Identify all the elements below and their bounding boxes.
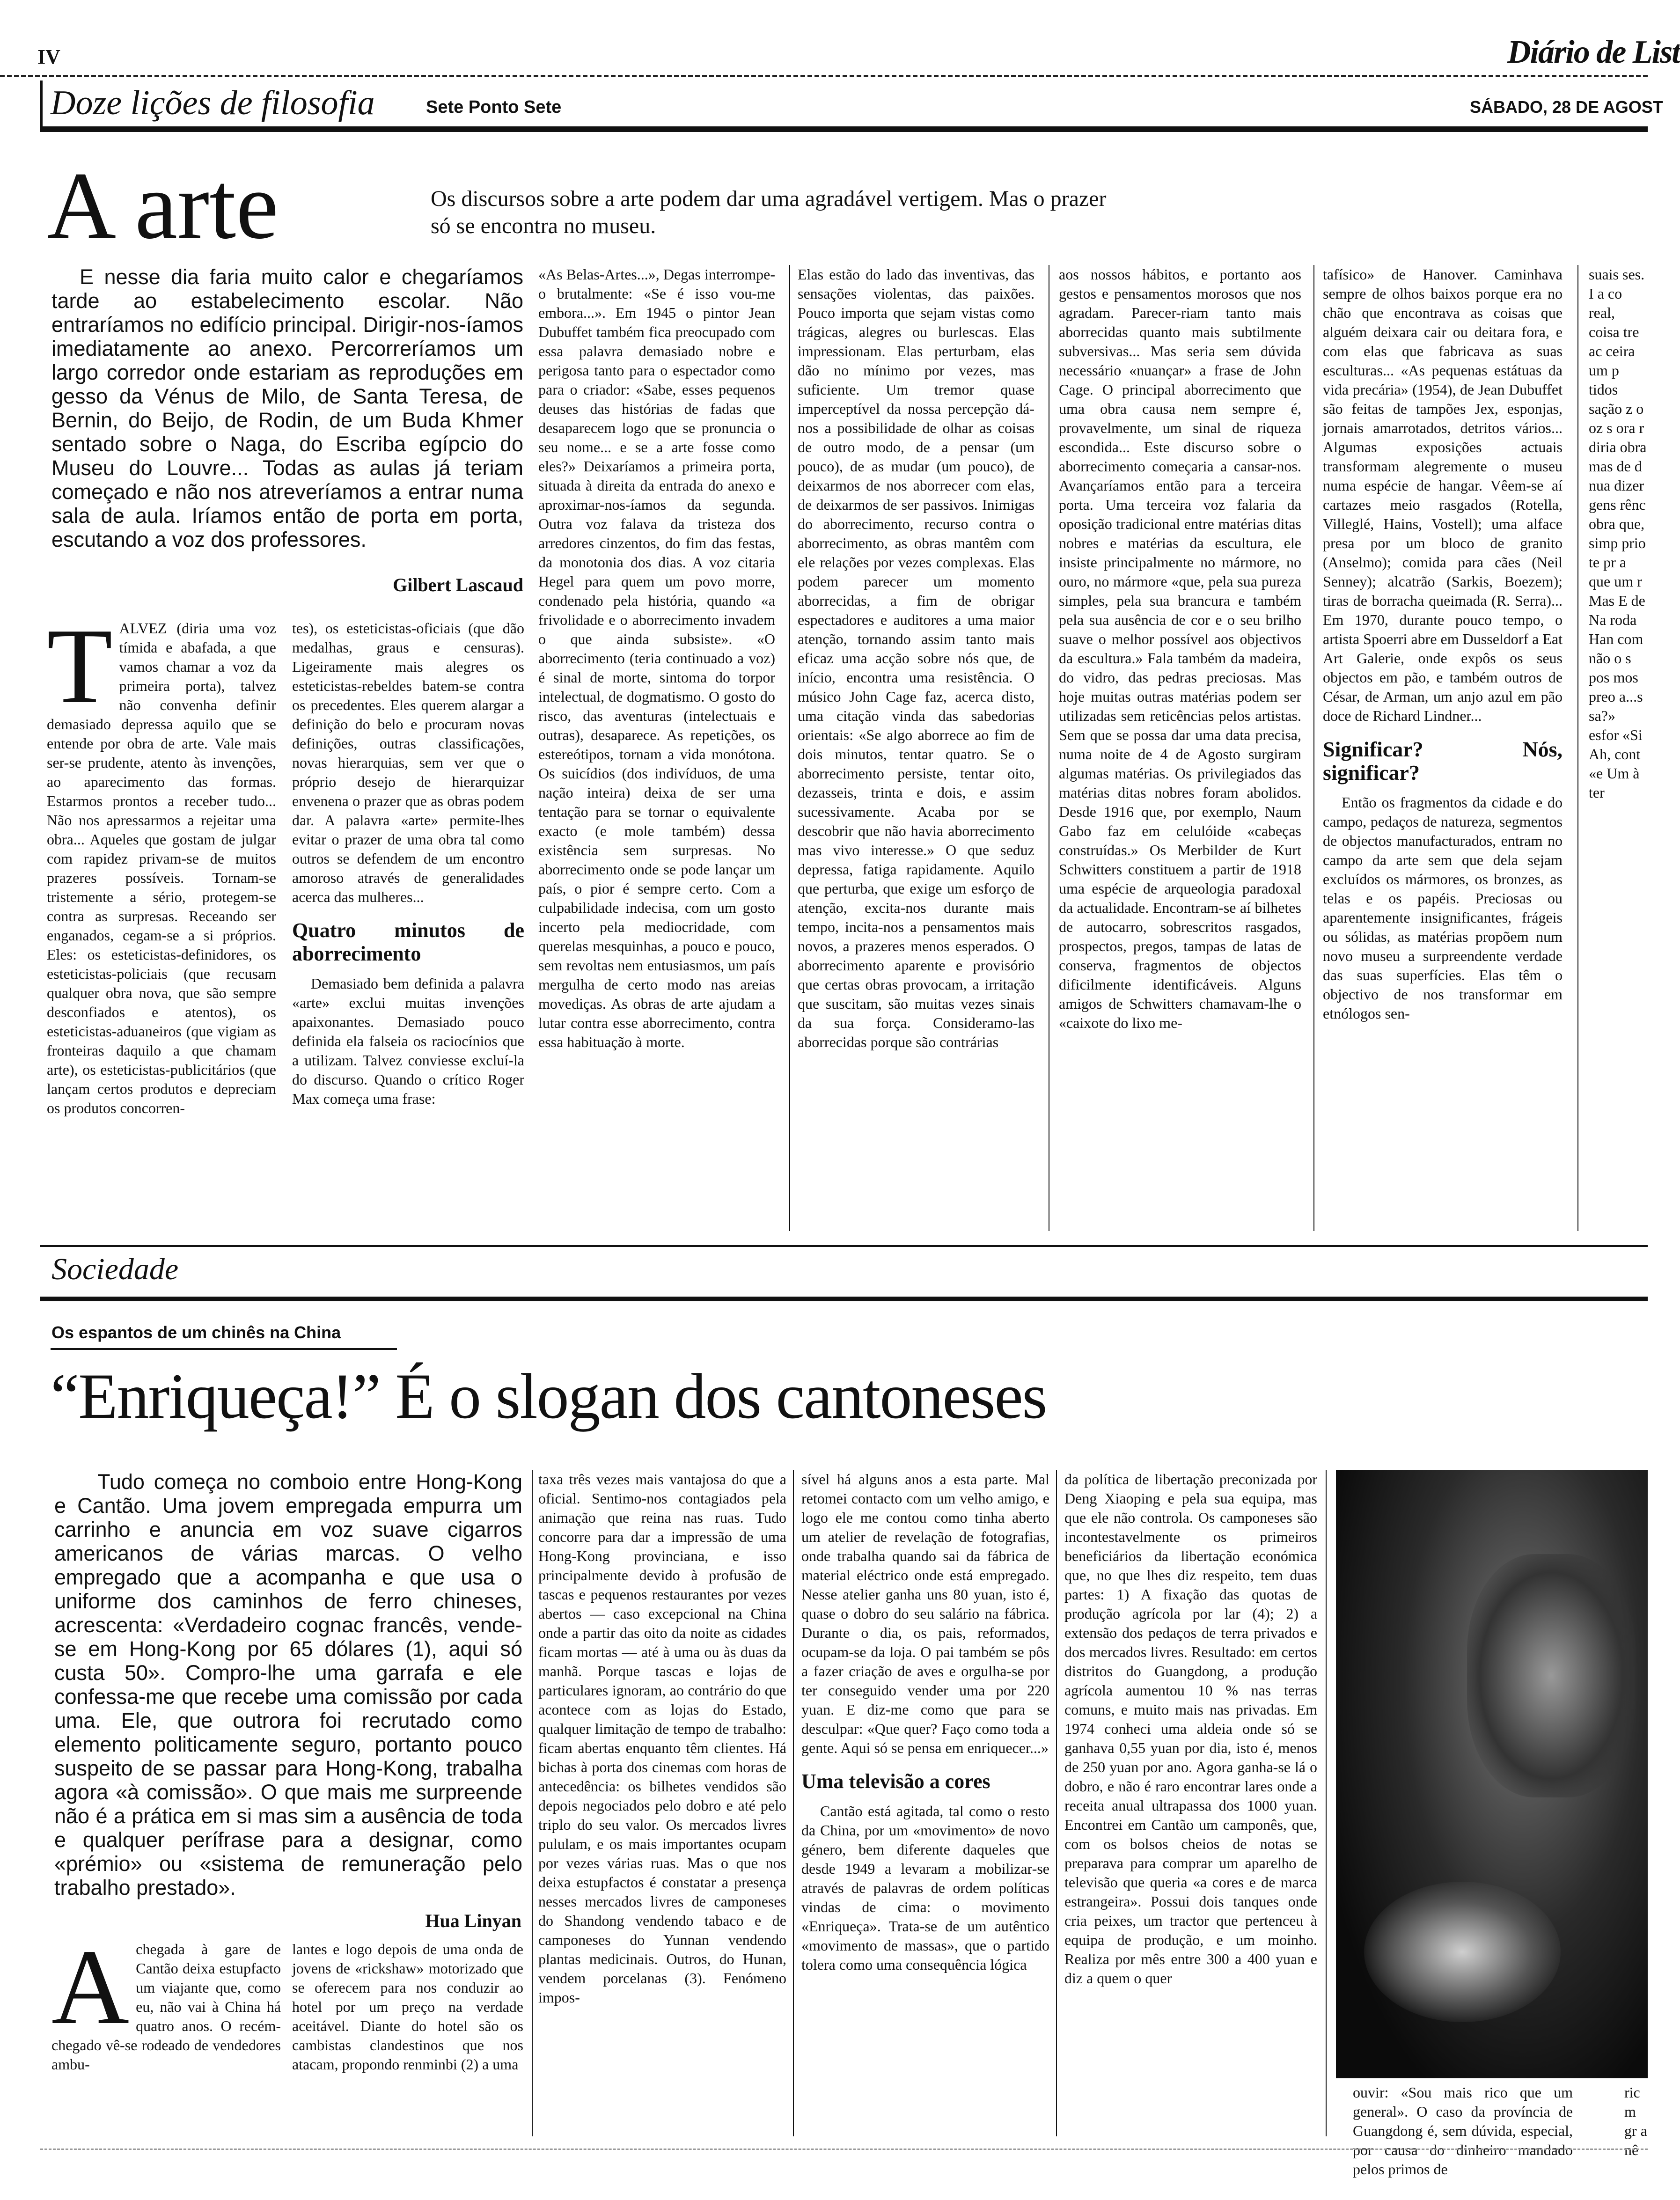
photo-shape — [1467, 1554, 1636, 1797]
kicker-rule — [51, 1348, 397, 1350]
column-text: chegada à gare de Cantão deixa estupfacto um viajante que, como eu, não vai à China há quatro anos. O recém-chegado vê-se rodeado de vendedores ambu- — [51, 1941, 281, 2073]
column-rule — [1056, 1470, 1057, 2136]
drop-cap: A — [51, 1927, 130, 2046]
section-rule — [40, 1297, 1648, 1301]
article-column-2: lantes e logo depois de uma onda de jovens de «rickshaw» motorizado que se oferecem para nos conduzir ao hotel por um preço na verdade aceitável. Diante do hotel são os cambistas clandestinos que nos atacam, propondo renminbi (2) a uma — [292, 1941, 523, 2073]
article-column-1 — [47, 606, 276, 1231]
headline-art: A arte — [47, 153, 279, 259]
column-rule — [1577, 265, 1578, 1231]
section-rule — [40, 1245, 1648, 1247]
page-date: SÁBADO, 28 DE AGOST — [1470, 97, 1663, 117]
article-column-4: Elas estão do lado das inventivas, das sensações violentas, das paixões. Pouco importa que sejam vistas como trágicas, alegres ou burlescas. Elas impressionam. Elas perturbam, elas dão no mínimo por vezes, mas suficiente. Um tremor quase imperceptível da nossa percepção dá-nos a possibilidade de olhar as coisas de outro modo, de a pensar (um pouco), de as mudar (um pouco), de deixarmos de nos aborrecer com elas, de deixarmos de ser passivos. Inimigas do aborrecimento, recurso contra o aborrecimento, as obras mantêm com ele relações por vezes complexas. Elas podem parecer um momento aborrecidas, a fim de obrigar espectadores e auditores a uma maior atenção, tornando assim tanto mais eficaz uma acção sobre nós que, de início, encontra uma resistência. O músico John Cage faz, acerca disto, uma citação vinda das sabedorias orientais: «Se algo aborrece ao fim de dois minutos, tentar quatro. Se o aborrecimento persiste, tentar oito, dezasseis, trinta e dois, e assim sucessivamente. Acaba por se descobrir que não havia aborrecimento mas vivo interesse.» O que seduz depressa, fatiga rapidamente. Aquilo que perturba, que exige um esforço de atenção, excita-nos durante mais tempo, incita-nos a pensamentos mais novos, a prazeres menos esperados. O aborrecimento aparente e provisório que certas obras provocam, a irritação que suscitam, são muitas vezes sinais da sua força. Consideramo-las aborrecidas porque são contrárias — [798, 266, 1034, 1050]
newspaper-masthead: Diário de List — [1507, 34, 1680, 70]
kicker: Os espantos de um chinês na China — [51, 1323, 341, 1342]
subhead: Uma televisão a cores — [801, 1770, 990, 1793]
subhead: Quatro minutos de aborrecimento — [292, 919, 524, 965]
section-rule — [40, 126, 1648, 132]
photo-caption-column: ouvir: «Sou mais rico que um general». O caso da província de Guangdong é, sem dúvida, especial, por causa do dinheiro mandado pelos primos de — [1353, 2084, 1573, 2178]
column-text: Cantão está agitada, tal como o resto da China, por um «movimento» de novo género, bem diferente daqueles que desde 1949 a levaram a mobilizar-se através de palavras de ordem políticas vindas de cima: o movimento «Enriqueça». Trata-se de um autêntico «movimento de massas», que o partido tolera como uma consequência lógica — [801, 1803, 1049, 1973]
column-text: Demasiado bem definida a palavra «arte» exclui muitas invenções apaixonantes. Demasiado pouco definida ela falseia os raciocínios que a utilizam. Talvez conviesse excluí-la do discurso. Quando o crítico Roger Max começa uma frase: — [292, 975, 524, 1107]
article-column-5: aos nossos hábitos, e portanto aos gestos e pensamentos morosos que nos agradam. Parecer-riam tanto mais aborrecidas quanto mais subtilmente subversivas... Mas seria sem dúvida necessário «nuançar» a frase de John Cage. O principal aborrecimento que uma obra causa nem sempre é, provavelmente, um sinal de riqueza escondida... Este discurso sobre o aborrecimento começaria a cansar-nos. Avançaríamos então para a terceira porta. Uma terceira voz falaria da oposição tradicional entre matérias ditas nobres e matérias da escultura, ele insiste principalmente no mármore, no ouro, no mármore «que, pela sua pureza simples, pela sua brancura e também pela sua ausência de cor e o seu brilho suave o melhor possível aos objectivos da escultura.» Fala também da madeira, do vidro, das pedras preciosas. Mas hoje muitas outras matérias podem ser utilizadas sem reticências pelos artistas. Sem que se possa dar uma data precisa, numa noite de 4 de Agosto surgiram algumas matérias. Os privilegiados das matérias ditas nobres foram abolidos. Desde 1916 que, por exemplo, Naum Gabo faz em celulóide «cabeças construídas.» Os Merbilder de Kurt Schwitters constituem a partir de 1918 uma espécie de arqueologia paradoxal da actualidade. Encontram-se aí bilhetes de autocarro, sobrescritos rasgados, prospectos, pregos, tampas de latas de conserva, fragmentos de objectos dificilmente identificáveis. Alguns amigos de Schwitters chamavam-lhe o «caixote do lixo me- — [1059, 266, 1301, 1031]
left-frame — [40, 81, 43, 132]
column-text: tes), os esteticistas-oficiais (que dão medalhas, graus e censuras). Ligeiramente mais alegres os esteticistas-rebeldes batem-se contra os precedentes. Eles querem alargar a definição do belo e procuram novas definições, outras classificações, novas hierarquias, sem ver que o próprio desejo de hierarquizar envenena o prazer que as obras podem dar. A palavra «arte» permite-lhes evitar o prazer de uma obra tal como outros se defendem de um encontro amoroso através de generalidades acerca das mulheres... — [292, 620, 524, 905]
article-column-4 — [801, 1470, 1049, 2136]
column-rule — [1326, 1470, 1327, 2136]
bottom-rule — [40, 2149, 1648, 2150]
article-column-5: da política de libertação preconizada por Deng Xiaoping e pela sua equipa, mas que ele não controla. Os camponeses são incontestavelmente os primeiros beneficiários da libertação económica que, no que lhes diz respeito, tem duas partes: 1) A fixação das quotas de produção agrícola por lar (4); 2) a extensão dos pedaços de terra privados e dos mercados livres. Resultado: em certos distritos do Guangdong, a produção agrícola aumentou 10 % nas terras comuns, e muito mais nas privadas. Em 1974 conheci uma aldeia onde só se ganhava 0,55 yuan por dia, isto é, menos de 250 yuan por ano. Agora ganha-se lá o dobro, e não é raro encontrar lares onde a receita anual ultrapassa dos 1000 yuan. Encontrei em Cantão um camponês, que, com os bolsos cheios de notas se preparava para comprar um aparelho de televisão que queria «a cores e de marca estrangeira». Possui dois tanques onde cria peixes, um tractor que pertenceu à equipa de produção, e um moinho. Realiza por mês entre 300 a 400 yuan e diz a quem o quer — [1064, 1471, 1317, 1987]
section-title: Sociedade — [51, 1252, 179, 1286]
photo-highlight — [1364, 1882, 1561, 2022]
article-column-3: taxa três vezes mais vantajosa do que a oficial. Sentimo-nos contagiados pela animação que reina nas ruas. Tudo concorre para dar a impressão de uma Hong-Kong provinciana, e isso principalmente devido à profusão de tascas e pequenos restaurantes por vezes abertos — caso excepcional na China onde a partir das oito da noite as cidades ficam mortas — até à uma ou às duas da manhã. Porque tascas e lojas de particulares ignoram, ao contrário do que acontece com as lojas do Estado, qualquer limitação de tempo de trabalho: ficam abertas enquanto têm clientes. Há bichas à porta dos cinemas com horas de antecedência: os bilhetes vendidos são depois negociados pelo dobro e até pelo triplo do seu valor. Os mercados livres pululam, e os mais importantes ocupam por vezes várias ruas. Mas o que nos deixa estupfactos é constatar a presença nesses mercados livres de camponeses do Shandong vendendo tabaco e de camponeses do Yunnan vendendo plantas medicinais. Outros, do Hunan, vendem porcelanas (3). Fenómeno impos- — [538, 1471, 786, 2006]
article-column-2 — [292, 619, 524, 1231]
headline-slogan: “Enriqueça!” É o slogan dos cantoneses — [51, 1360, 1047, 1432]
column-text: tafísico» de Hanover. Caminhava sempre de olhos baixos porque era no chão que encontrava as coisas que alguém deixara cair ou deitara fora, e com elas que fabricava as suas esculturas... «As pequenas estátuas da vida precária» (1954), de Jean Dubuffet são feitas de tampões Jex, esponjas, jornais amarrotados, detritos vários... Algumas exposições actuais transformam alegremente o museu numa espécie de hangar. Vêem-se aí cartazes meio rasgados (Rotella, Villeglé, Hains, Vostell); uma alface presa por um bloco de granito (Anselmo); comida para cães (Neil Senney); alcatrão (Sarkis, Boezem); tiras de borracha queimada (R. Serra)... Em 1970, durante pouco tempo, o artista Spoerri abre em Dusseldorf a Eat Art Galerie, onde expôs os seus objectos em pão, e também outros de César, de Arman, um anjo azul em pão doce de Richard Lindner... — [1323, 266, 1563, 724]
column-rule — [793, 1470, 794, 2136]
column-text: sível há alguns anos a esta parte. Mal retomei contacto com um velho amigo, e logo ele me contou como tinha aberto um atelier de revelação de fotografias, onde trabalha quando sai da fábrica de material eléctrico onde está empregado. Nesse atelier ganha uns 80 yuan, isto é, quase o dobro do seu salário na fábrica. Durante o dia, os pais, reformados, ocupam-se da loja. O pai também se pôs a fazer criação de aves e orgulha-se por ter conseguido vender uma por 220 yuan. E diz-me como que para se desculpar: «Que quer? Faço como toda a gente. Aqui só se pensa em enriquecer...» — [801, 1471, 1049, 1756]
article-column-7: ric m gr a nê — [1624, 2084, 1647, 2158]
column-rule — [789, 265, 790, 1231]
column-text: Então os fragmentos da cidade e do campo, pedaços de natureza, segmentos de objectos manufacturados, entram no campo da arte sem que dela sejam excluídos os mármores, os bronzes, as telas e os papéis. Preciosas ou aparentemente insignificantes, frágeis ou sólidas, as matérias propõem num novo museu a surpreendente verdade das suas superfícies. Elas têm o objectivo de nos transformar em etnólogos sen- — [1323, 794, 1563, 1022]
article-column-1 — [51, 1927, 281, 2136]
byline-author: Gilbert Lascaud — [393, 574, 523, 595]
subhead: Significar? Nós, significar? — [1323, 737, 1563, 785]
column-rule — [532, 1470, 533, 2136]
page-number: IV — [37, 45, 60, 68]
lead-paragraph: Tudo começa no comboio entre Hong-Kong e Cantão. Uma jovem empregada empurra um carrinho e anuncia em voz suave cigarros americanos de várias marcas. O velho empregado que a acompanha e que usa o uniforme dos caminhos de ferro chineses, acrescenta: «Verdadeiro cognac francês, vende-se em Hong-Kong por 65 dólares (1), aqui só custa 50». Compro-lhe uma garrafa e ele confessa-me que recebe uma comissão por cada uma. Ele, que outrora foi recrutado como elemento politicamente seguro, portanto pouco suspeito de se passar para Hong-Kong, trabalha agora «à comissão». O que mais me surpreende não é a prática em si mas sim a ausência de toda e qualquer perífrase para a designar, como «prémio» ou «sistema de remuneração pelo trabalho prestado». — [54, 1470, 522, 1899]
article-column-3: «As Belas-Artes...», Degas interrompe-o brutalmente: «Se é isso vou-me embora...». Em 1945 o pintor Jean Dubuffet também fica preocupado com essa palavra demasiado nobre e perigosa tanto para o espectador como para o criador: «Sabe, esses pequenos deuses das histórias de fadas que desaparecem logo que se pronuncia o seu nome... e se a arte fosse como eles?» Deixaríamos a primeira porta, situada à direita da entrada do anexo e aproximar-nos-íamos da segunda. Outra voz falava da tristeza dos arredores cinzentos, do fim das festas, da monotonia dos dias. A voz citaria Hegel para quem um povo morre, condenado pela história, quando «a frivolidade e o aborrecimento invadem o que ainda subsiste». «O aborrecimento (teria continuado a voz) é sinal de morte, sintoma do torpor intelectual, de dogmatismo. O gosto do risco, das aventuras (intelectuais e outras), desaparece. As repetições, os estereótipos, tornam a vida monótona. Os suicídios (dos indivíduos, de uma nação inteira) deixa de ser uma tentação para se tornar o equivalente exacto (e mole também) dessa existência sem surpresas. No aborrecimento onde se pode lançar um país, o pior é sempre certo. Com a culpabilidade indecisa, com um gosto incerto pela mediocridade, com querelas mesquinhas, a pouco e pouco, sem revoltas nem entusiasmos, um país mergulha de certo modo nas areias movediças. As obras de arte ajudam a lutar contra esse aborrecimento, contra essa habituação à morte. — [538, 266, 775, 1050]
drop-cap: T — [47, 606, 113, 726]
article-column-7: suais ses. I a co real, coisa tre ac ceira um p tidos sação z o oz s ora r diria obra mas de d nua dizer gens rênc obra que, simp prio te pr a que um r Mas E de Na roda Han com não o s pos mos preo a...s sa?» esfor «Si Ah, cont «e Um à ter — [1589, 266, 1647, 801]
byline-author: Hua Linyan — [425, 1910, 521, 1931]
header-dashed-rule — [0, 75, 1648, 77]
column-rule — [1313, 265, 1314, 1231]
headline-deck: Os discursos sobre a arte podem dar uma agradável vertigem. Mas o prazer só se encontra no museu. — [431, 186, 1107, 238]
news-photo — [1336, 1470, 1648, 2078]
lead-paragraph: E nesse dia faria muito calor e chegaríamos tarde ao estabelecimento escolar. Não entraríamos no edifício principal. Dirigir-nos-íamos imediatamente ao anexo. Percorreríamos um largo corredor onde estariam as reproduções em gesso da Vénus de Milo, de Santa Teresa, de Bernin, do Beijo, de Rodin, de um Buda Khmer sentado sobre o Naga, do Escriba egípcio do Museu do Louvre... Todas as aulas já teriam começado e não nos atreveríamos a entrar numa sala de aula. Iríamos então de porta em porta, escutando a voz dos professores. — [51, 265, 523, 551]
column-text: ALVEZ (diria uma voz tímida e abafada, a que vamos chamar a voz da primeira porta), talvez não convenha definir demasiado depressa aquilo que se entende por obra de arte. Vale mais ser-se prudente, atento às invenções, ao aparecimento das formas. Estarmos prontos a receber tudo... Não nos apressarmos a rejeitar uma obra... Aqueles que gostam de julgar com rapidez privam-se de muitos prazeres possíveis. Tornam-se tristemente a sério, protegem-se contra as surpresas. Receando ser enganados, cegam-se a si próprios. Eles: os esteticistas-definidores, os esteticistas-policiais (que recusam qualquer obra nova, que são sempre desconfiados e atentos), os esteticistas-aduaneiros (que vigiam as fronteiras daquilo a que chamam arte), os esteticistas-publicitários (que lançam certos produtos e depreciam os produtos concorren- — [47, 620, 276, 1116]
section-subtitle: Sete Ponto Sete — [426, 97, 562, 117]
section-title: Doze lições de filosofia — [51, 84, 375, 122]
article-column-6 — [1323, 265, 1563, 1231]
